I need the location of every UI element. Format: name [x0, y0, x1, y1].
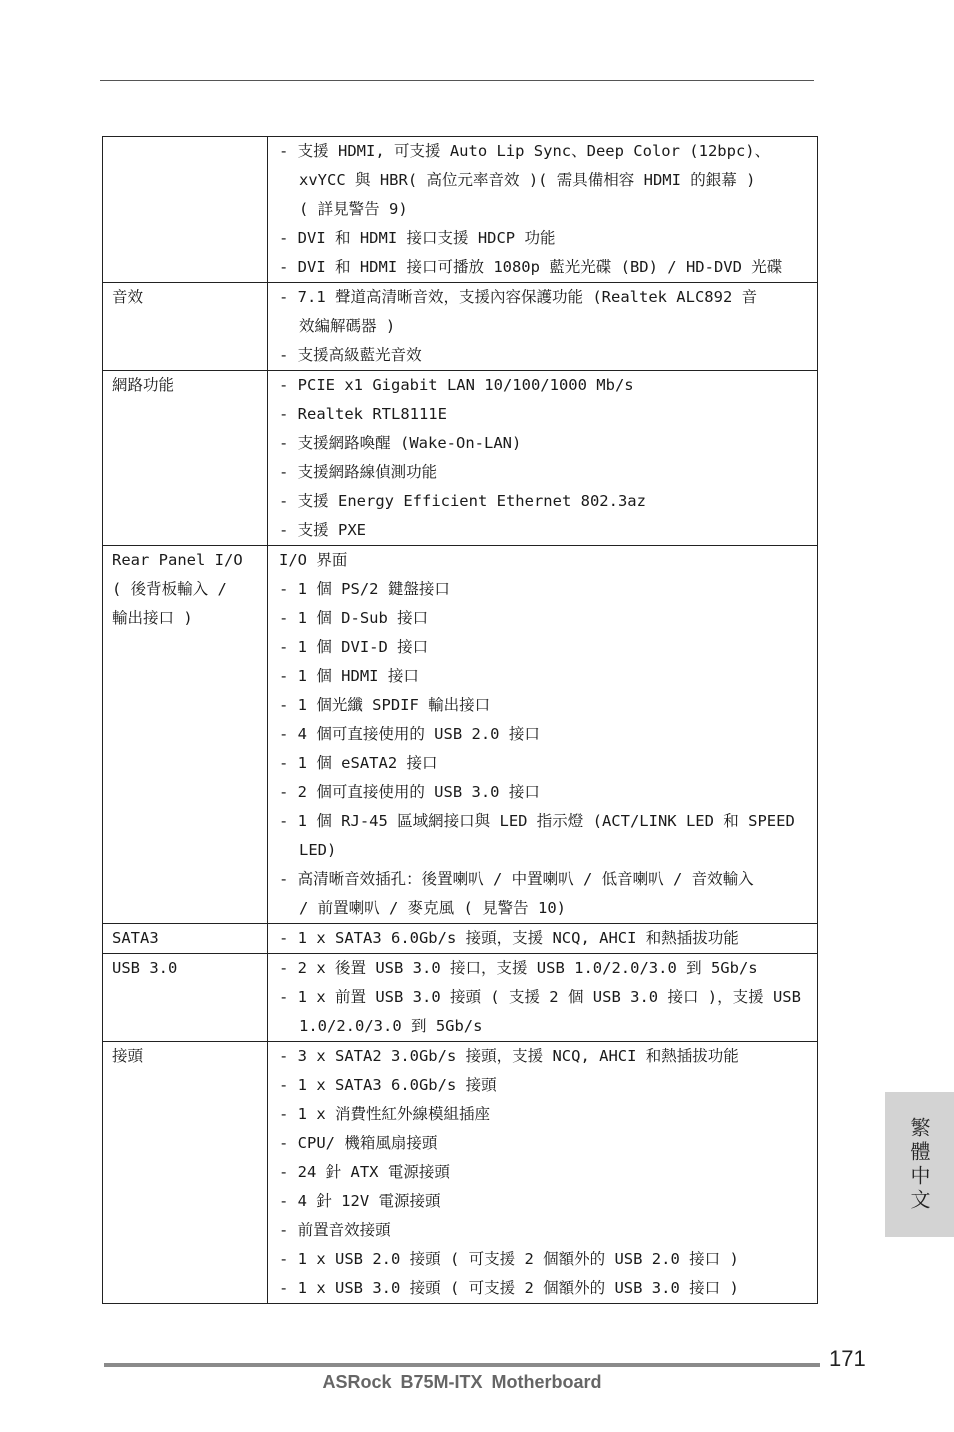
spec-line: - 1 個 DVI-D 接口	[279, 638, 429, 656]
spec-line: / 前置喇叭 / 麥克風 ( 見警告 10)	[299, 899, 566, 917]
spec-line: - 1 個 eSATA2 接口	[279, 754, 438, 772]
footer-title: ASRock B75M-ITX Motherboard	[322, 1372, 602, 1392]
spec-category	[103, 924, 268, 954]
spec-values	[268, 371, 818, 546]
spec-row	[103, 546, 818, 924]
spec-line: - 支援 HDMI, 可支援 Auto Lip Sync、Deep Color (12bpc)、	[279, 142, 771, 160]
spec-line: - 支援 PXE	[279, 521, 366, 539]
spec-line: ( 詳見警告 9)	[299, 200, 408, 218]
spec-line: - 1 x USB 2.0 接頭 ( 可支援 2 個額外的 USB 2.0 接口 )	[279, 1250, 739, 1268]
spec-line: - CPU/ 機箱風扇接頭	[279, 1134, 438, 1152]
spec-line: - 1 x SATA3 6.0Gb/s 接頭	[279, 1076, 497, 1094]
spec-line: - 1 個 PS/2 鍵盤接口	[279, 580, 450, 598]
spec-line: - Realtek RTL8111E	[279, 405, 447, 423]
spec-line: 效編解碼器 )	[299, 317, 396, 335]
spec-line: I/O 界面	[279, 551, 348, 569]
category-line: Rear Panel I/O	[112, 551, 243, 569]
category-line: 網路功能	[112, 376, 175, 394]
spec-line: - 支援 Energy Efficient Ethernet 802.3az	[279, 492, 646, 510]
spec-row	[103, 371, 818, 546]
spec-line: - 7.1 聲道高清晰音效，支援內容保護功能 (Realtek ALC892 音	[279, 288, 758, 306]
spec-category	[103, 546, 268, 924]
spec-line: 1.0/2.0/3.0 到 5Gb/s	[299, 1017, 483, 1035]
spec-values	[268, 1042, 818, 1304]
spec-line: - 2 個可直接使用的 USB 3.0 接口	[279, 783, 540, 801]
spec-line: - 高清晰音效插孔：後置喇叭 / 中置喇叭 / 低音喇叭 / 音效輸入	[279, 870, 754, 888]
page-number: 171	[829, 1346, 866, 1371]
spec-line: - 前置音效接頭	[279, 1221, 391, 1239]
spec-line: - 2 x 後置 USB 3.0 接口，支援 USB 1.0/2.0/3.0 到 5Gb/s	[279, 959, 758, 977]
spec-row	[103, 954, 818, 1042]
spec-category	[103, 371, 268, 546]
spec-line: - 1 x USB 3.0 接頭 ( 可支援 2 個額外的 USB 3.0 接口 )	[279, 1279, 739, 1297]
header-rule	[100, 80, 814, 81]
spec-values	[268, 954, 818, 1042]
spec-line: - 1 個光纖 SPDIF 輸出接口	[279, 696, 491, 714]
spec-line: - 3 x SATA2 3.0Gb/s 接頭，支援 NCQ, AHCI 和熱插拔功能	[279, 1047, 739, 1065]
spec-row	[103, 137, 818, 283]
footer-rule	[104, 1363, 820, 1367]
spec-category	[103, 954, 268, 1042]
spec-category	[103, 137, 268, 283]
category-line: 接頭	[112, 1047, 144, 1065]
spec-line: - 24 針 ATX 電源接頭	[279, 1163, 450, 1181]
spec-values	[268, 283, 818, 371]
language-label: 繁體中文	[907, 1116, 931, 1213]
spec-line: - 支援高級藍光音效	[279, 346, 422, 364]
category-line: ( 後背板輸入 /	[112, 580, 227, 598]
category-line: 音效	[112, 288, 144, 306]
spec-category	[103, 1042, 268, 1304]
language-side-tab	[885, 1092, 954, 1237]
spec-line: - 1 個 RJ-45 區域網接口與 LED 指示燈 (ACT/LINK LED 和 SPEED	[279, 812, 795, 830]
category-line: SATA3	[112, 929, 159, 947]
spec-line: - 1 x 消費性紅外線模組插座	[279, 1105, 490, 1123]
spec-values	[268, 137, 818, 283]
spec-line: - 1 x 前置 USB 3.0 接頭 ( 支援 2 個 USB 3.0 接口 )，支援 USB	[279, 988, 801, 1006]
spec-line: - 4 針 12V 電源接頭	[279, 1192, 441, 1210]
spec-line: - 支援網路線偵測功能	[279, 463, 438, 481]
spec-line: - 支援網路喚醒 (Wake-On-LAN)	[279, 434, 522, 452]
spec-table-body	[103, 137, 818, 1304]
spec-line: - DVI 和 HDMI 接口可播放 1080p 藍光光碟 (BD) / HD-DVD 光碟	[279, 258, 783, 276]
spec-line: LED)	[299, 841, 337, 859]
spec-category	[103, 283, 268, 371]
spec-line: - DVI 和 HDMI 接口支援 HDCP 功能	[279, 229, 556, 247]
spec-line: - 4 個可直接使用的 USB 2.0 接口	[279, 725, 540, 743]
spec-row	[103, 283, 818, 371]
spec-values	[268, 924, 818, 954]
spec-table	[102, 136, 818, 1304]
category-line: USB 3.0	[112, 959, 178, 977]
spec-line: - PCIE x1 Gigabit LAN 10/100/1000 Mb/s	[279, 376, 634, 394]
spec-values	[268, 546, 818, 924]
spec-row	[103, 1042, 818, 1304]
spec-line: - 1 個 D-Sub 接口	[279, 609, 429, 627]
spec-row	[103, 924, 818, 954]
spec-line: - 1 x SATA3 6.0Gb/s 接頭，支援 NCQ, AHCI 和熱插拔功能	[279, 929, 739, 947]
spec-line: - 1 個 HDMI 接口	[279, 667, 419, 685]
spec-line: xvYCC 與 HBR( 高位元率音效 )( 需具備相容 HDMI 的銀幕 )	[299, 171, 756, 189]
category-line: 輸出接口 )	[112, 609, 193, 627]
